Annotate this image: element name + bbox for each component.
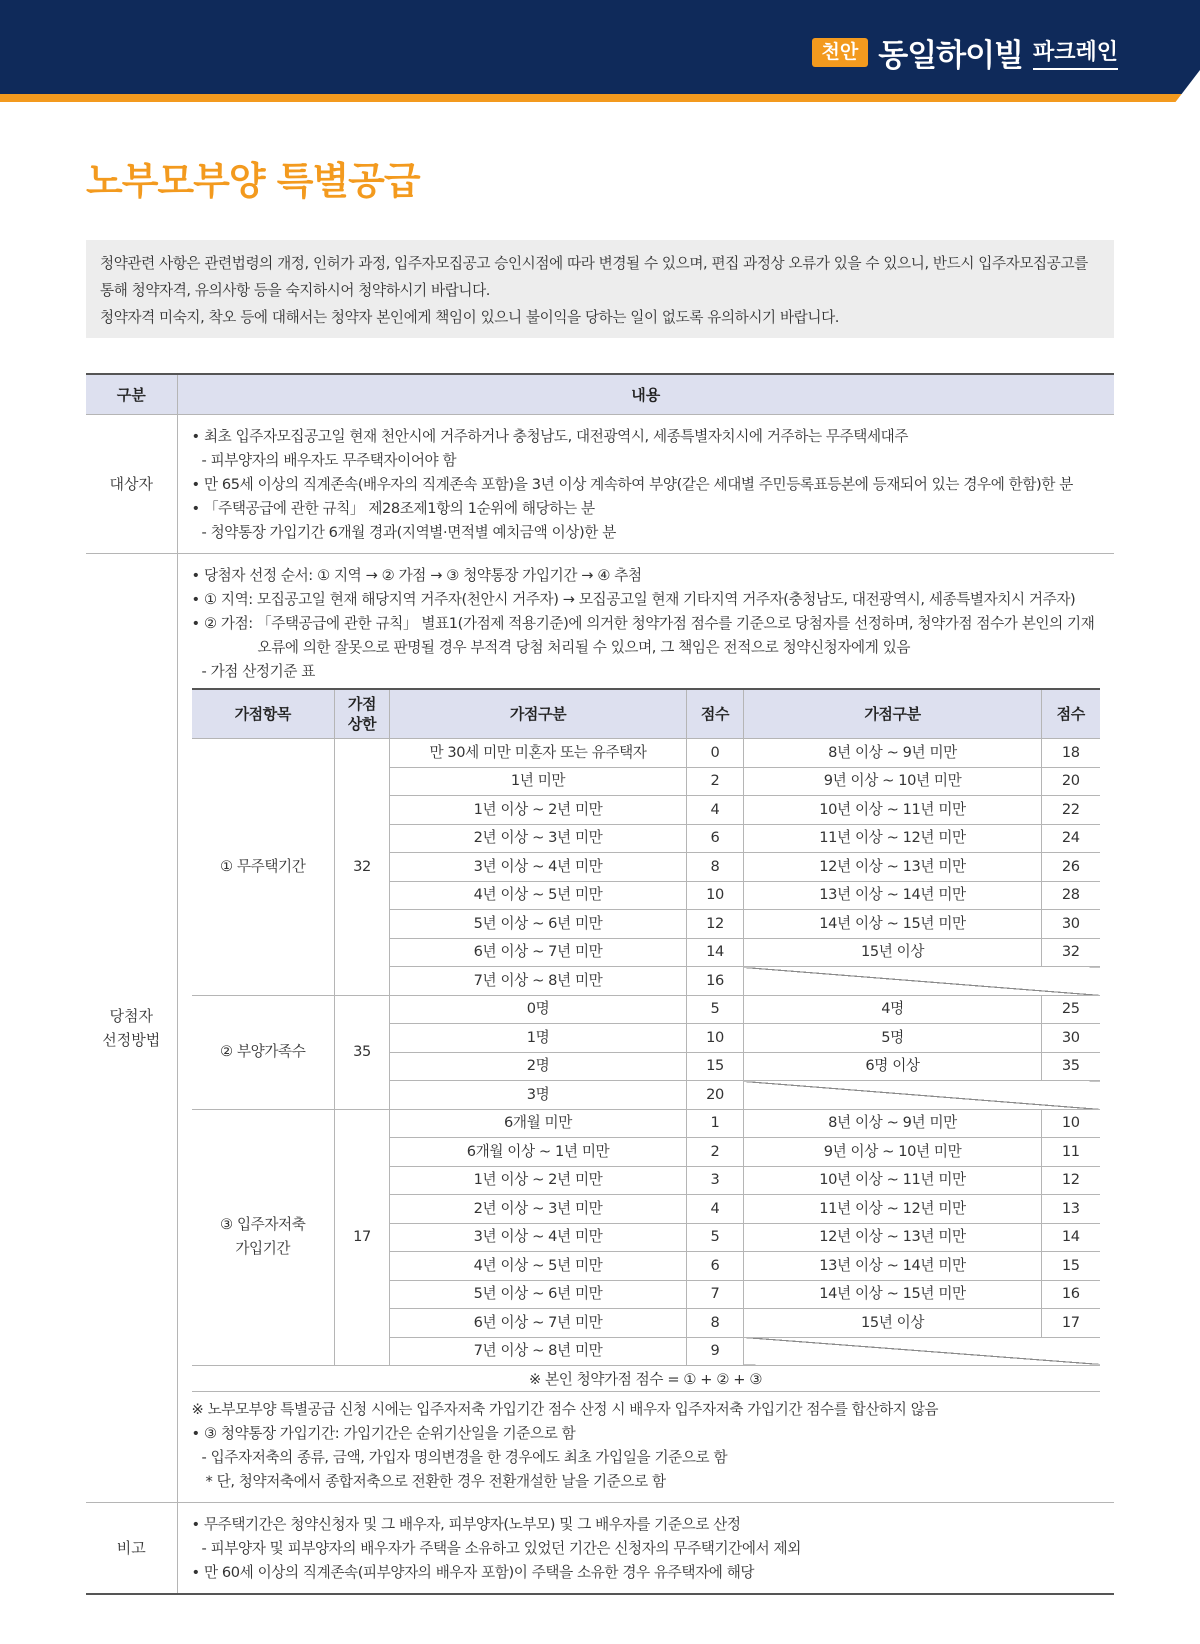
score-criteria: 4년 이상 ~ 5년 미만 xyxy=(390,881,687,910)
score-value: 30 xyxy=(1042,910,1100,939)
score-value: 4 xyxy=(687,796,744,825)
header-category: 구분 xyxy=(86,374,177,414)
notice-line: 청약자격 미숙지, 착오 등에 대해서는 청약자 본인에게 책임이 있으니 불이익을 당하는 일이 없도록 유의하시기 바랍니다. xyxy=(100,309,840,326)
header-max: 가점 상한 xyxy=(335,689,390,739)
score-value: 2 xyxy=(687,1138,744,1167)
list-item: • ② 가점: 「주택공급에 관한 규칙」 별표1(가점제 적용기준)에 의거한 청약가점 점수를 기준으로 당첨자를 선정하며, 청약가점 점수가 본인의 기재 xyxy=(191,614,1095,632)
score-criteria: 2년 이상 ~ 3년 미만 xyxy=(390,1195,687,1224)
score-criteria: 11년 이상 ~ 12년 미만 xyxy=(744,1195,1042,1224)
row-selection xyxy=(86,553,1114,1503)
score-value: 15 xyxy=(687,1052,744,1081)
score-criteria: 12년 이상 ~ 13년 미만 xyxy=(744,1223,1042,1252)
header-criteria: 가점구분 xyxy=(744,689,1042,739)
score-value: 6 xyxy=(687,1252,744,1281)
score-value: 8 xyxy=(687,1309,744,1338)
page-title: 노부모부양 특별공급 xyxy=(86,159,420,203)
score-max: 35 xyxy=(335,995,390,1109)
score-value: 28 xyxy=(1042,881,1100,910)
category-remarks: 비고 xyxy=(86,1503,177,1595)
content-remarks xyxy=(177,1503,1114,1595)
header-corner xyxy=(1174,70,1200,104)
header-content: 내용 xyxy=(177,374,1114,414)
table-row xyxy=(192,1109,1100,1138)
score-criteria: 6년 이상 ~ 7년 미만 xyxy=(390,1309,687,1338)
score-criteria: 8년 이상 ~ 9년 미만 xyxy=(744,739,1042,768)
score-value: 12 xyxy=(1042,1166,1100,1195)
score-value: 35 xyxy=(1042,1052,1100,1081)
list-item: • ③ 청약통장 가입기간: 가입기간은 순위기산일을 기준으로 함 xyxy=(191,1425,576,1442)
brand-logo xyxy=(812,30,1118,75)
score-value: 11 xyxy=(1042,1138,1100,1167)
score-criteria: 9년 이상 ~ 10년 미만 xyxy=(744,767,1042,796)
score-value: 20 xyxy=(687,1081,744,1110)
row-target xyxy=(86,414,1114,553)
list-subitem: - 가점 산정기준 표 xyxy=(201,662,315,680)
score-value: 7 xyxy=(687,1280,744,1309)
score-value: 16 xyxy=(687,967,744,996)
score-criteria: 12년 이상 ~ 13년 미만 xyxy=(744,853,1042,882)
score-max: 32 xyxy=(335,739,390,996)
list-subitem: * 단, 청약저축에서 종합저축으로 전환한 경우 전환개설한 날을 기준으로 함 xyxy=(205,1473,666,1490)
content-selection xyxy=(177,553,1114,1503)
list-subitem: - 피부양자 및 피부양자의 배우자가 주택을 소유하고 있었던 기간은 신청자의 무주택기간에서 제외 xyxy=(201,1540,801,1557)
score-value: 9 xyxy=(687,1337,744,1366)
score-criteria: 6개월 이상 ~ 1년 미만 xyxy=(390,1138,687,1167)
score-criteria: 6개월 미만 xyxy=(390,1109,687,1138)
score-value: 14 xyxy=(1042,1223,1100,1252)
score-formula: ※ 본인 청약가점 점수 = ① + ② + ③ xyxy=(192,1368,1100,1392)
list-item: • ① 지역: 모집공고일 현재 해당지역 거주자(천안시 거주자) → 모집공고일 현재 기타지역 거주자(충청남도, 대전광역시, 세종특별자치시 거주자) xyxy=(191,590,1076,608)
category-selection: 당첨자 선정방법 xyxy=(86,553,177,1503)
header-stripe xyxy=(0,94,1190,102)
score-criteria: 2년 이상 ~ 3년 미만 xyxy=(390,824,687,853)
list-item: • 만 60세 이상의 직계존속(피부양자의 배우자 포함)이 주택을 소유한 경우 유주택자에 해당 xyxy=(191,1564,755,1581)
score-criteria: 10년 이상 ~ 11년 미만 xyxy=(744,796,1042,825)
notice-line: 청약관련 사항은 관련법령의 개정, 인허가 과정, 입주자모집공고 승인시점에 따라 변경될 수 있으며, 편집 과정상 오류가 있을 수 있으니, 반드시 입주자모집공고를 xyxy=(100,255,1088,272)
score-criteria: 만 30세 미만 미혼자 또는 유주택자 xyxy=(390,739,687,768)
list-item: • 만 65세 이상의 직계존속(배우자의 직계존속 포함)을 3년 이상 계속하여 부양(같은 세대별 주민등록표등본에 등재되어 있는 경우에 한함)한 분 xyxy=(191,475,1073,493)
score-value: 6 xyxy=(687,824,744,853)
score-table xyxy=(192,688,1100,1367)
score-criteria: 13년 이상 ~ 14년 미만 xyxy=(744,881,1042,910)
header-score: 점수 xyxy=(1042,689,1100,739)
score-value: 10 xyxy=(1042,1109,1100,1138)
score-table-header xyxy=(192,689,1100,739)
score-value: 30 xyxy=(1042,1024,1100,1053)
score-criteria: 3년 이상 ~ 4년 미만 xyxy=(390,853,687,882)
brand-sub: 파크레인 xyxy=(1033,35,1118,70)
score-criteria: 9년 이상 ~ 10년 미만 xyxy=(744,1138,1042,1167)
score-max: 17 xyxy=(335,1109,390,1366)
score-value: 8 xyxy=(687,853,744,882)
score-value: 0 xyxy=(687,739,744,768)
note: ※ 노부모부양 특별공급 신청 시에는 입주자저축 가입기간 점수 산정 시 배우자 입주자저축 가입기간 점수를 합산하지 않음 xyxy=(191,1401,939,1418)
empty-slash-cell xyxy=(744,1337,1100,1366)
score-value: 25 xyxy=(1042,995,1100,1024)
list-item: • 무주택기간은 청약신청자 및 그 배우자, 피부양자(노부모) 및 그 배우자를 기준으로 산정 xyxy=(191,1516,741,1533)
score-value: 15 xyxy=(1042,1252,1100,1281)
score-criteria: 2명 xyxy=(390,1052,687,1081)
notice-box xyxy=(86,240,1114,338)
score-value: 22 xyxy=(1042,796,1100,825)
score-criteria: 5년 이상 ~ 6년 미만 xyxy=(390,1280,687,1309)
empty-slash-cell xyxy=(744,1081,1100,1110)
score-criteria: 8년 이상 ~ 9년 미만 xyxy=(744,1109,1042,1138)
score-value: 4 xyxy=(687,1195,744,1224)
score-value: 16 xyxy=(1042,1280,1100,1309)
score-value: 3 xyxy=(687,1166,744,1195)
header-score: 점수 xyxy=(687,689,744,739)
score-criteria: 5년 이상 ~ 6년 미만 xyxy=(390,910,687,939)
score-value: 2 xyxy=(687,767,744,796)
table-row xyxy=(192,739,1100,768)
info-table-header xyxy=(86,374,1114,414)
score-criteria: 14년 이상 ~ 15년 미만 xyxy=(744,910,1042,939)
content-target xyxy=(177,414,1114,553)
list-subitem: - 피부양자의 배우자도 무주택자이어야 함 xyxy=(201,451,457,469)
score-value: 5 xyxy=(687,1223,744,1252)
score-value: 20 xyxy=(1042,767,1100,796)
list-item: • 「주택공급에 관한 규칙」 제28조제1항의 1순위에 해당하는 분 xyxy=(191,499,595,517)
score-value: 1 xyxy=(687,1109,744,1138)
score-value: 24 xyxy=(1042,824,1100,853)
category-target: 대상자 xyxy=(86,414,177,553)
score-value: 14 xyxy=(687,938,744,967)
score-value: 26 xyxy=(1042,853,1100,882)
score-criteria: 3명 xyxy=(390,1081,687,1110)
header-item: 가점항목 xyxy=(192,689,335,739)
score-value: 10 xyxy=(687,881,744,910)
score-criteria: 10년 이상 ~ 11년 미만 xyxy=(744,1166,1042,1195)
score-item: ③ 입주자저축 가입기간 xyxy=(192,1109,335,1366)
list-subitem: - 입주자저축의 종류, 금액, 가입자 명의변경을 한 경우에도 최초 가입일을 기준으로 함 xyxy=(201,1449,728,1466)
empty-slash-cell xyxy=(744,967,1100,996)
score-criteria: 1년 미만 xyxy=(390,767,687,796)
score-item: ② 부양가족수 xyxy=(192,995,335,1109)
score-table-body xyxy=(192,739,1100,1366)
header-criteria: 가점구분 xyxy=(390,689,687,739)
score-criteria: 3년 이상 ~ 4년 미만 xyxy=(390,1223,687,1252)
score-criteria: 5명 xyxy=(744,1024,1042,1053)
score-value: 17 xyxy=(1042,1309,1100,1338)
row-remarks xyxy=(86,1503,1114,1595)
list-subitem: - 청약통장 가입기간 6개월 경과(지역별·면적별 예치금액 이상)한 분 xyxy=(201,523,616,541)
list-item: • 최초 입주자모집공고일 현재 천안시에 거주하거나 충청남도, 대전광역시, 세종특별자치시에 거주하는 무주택세대주 xyxy=(191,427,909,445)
score-value: 13 xyxy=(1042,1195,1100,1224)
score-criteria: 1년 이상 ~ 2년 미만 xyxy=(390,1166,687,1195)
info-table xyxy=(86,373,1114,1595)
score-criteria: 15년 이상 xyxy=(744,1309,1042,1338)
score-criteria: 6년 이상 ~ 7년 미만 xyxy=(390,938,687,967)
score-value: 18 xyxy=(1042,739,1100,768)
list-item-continued: 오류에 의한 잘못으로 판명될 경우 부적격 당첨 처리될 수 있으며, 그 책임은 전적으로 청약신청자에게 있음 xyxy=(257,638,911,656)
score-criteria: 11년 이상 ~ 12년 미만 xyxy=(744,824,1042,853)
score-criteria: 1년 이상 ~ 2년 미만 xyxy=(390,796,687,825)
list-item: • 당첨자 선정 순서: ① 지역 → ② 가점 → ③ 청약통장 가입기간 → ④ 추첨 xyxy=(191,566,642,584)
table-row xyxy=(192,995,1100,1024)
score-criteria: 14년 이상 ~ 15년 미만 xyxy=(744,1280,1042,1309)
brand-city-badge: 천안 xyxy=(812,38,869,67)
score-value: 12 xyxy=(687,910,744,939)
score-criteria: 13년 이상 ~ 14년 미만 xyxy=(744,1252,1042,1281)
header xyxy=(0,0,1200,104)
score-value: 5 xyxy=(687,995,744,1024)
score-criteria: 7년 이상 ~ 8년 미만 xyxy=(390,967,687,996)
score-criteria: 4년 이상 ~ 5년 미만 xyxy=(390,1252,687,1281)
score-value: 10 xyxy=(687,1024,744,1053)
score-criteria: 15년 이상 xyxy=(744,938,1042,967)
score-value: 32 xyxy=(1042,938,1100,967)
score-item: ① 무주택기간 xyxy=(192,739,335,996)
notice-line: 통해 청약자격, 유의사항 등을 숙지하시어 청약하시기 바랍니다. xyxy=(100,282,491,299)
score-criteria: 4명 xyxy=(744,995,1042,1024)
brand-name: 동일하이빌 xyxy=(878,38,1023,74)
score-criteria: 0명 xyxy=(390,995,687,1024)
score-criteria: 6명 이상 xyxy=(744,1052,1042,1081)
score-criteria: 7년 이상 ~ 8년 미만 xyxy=(390,1337,687,1366)
score-criteria: 1명 xyxy=(390,1024,687,1053)
